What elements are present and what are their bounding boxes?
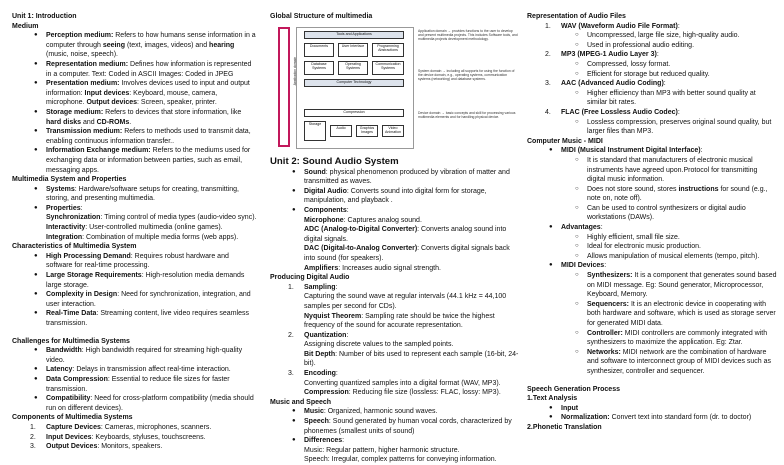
diagram-box-tools: Tools and Applications bbox=[304, 31, 404, 39]
global-structure-heading: Global Structure of multimedia bbox=[270, 13, 373, 20]
list-item: ● Properties: bbox=[12, 204, 257, 214]
list-subitem: Bit Depth: Number of bits used to represent each sample (16-bit, 24-bit). bbox=[304, 350, 519, 368]
list-subitem: Microphone: Captures analog sound. bbox=[304, 216, 422, 224]
list-item: ● Storage medium: Refers to devices that store information, like hard disks and CD-ROMs. bbox=[12, 108, 257, 127]
list-subitem: ○ Allows manipulation of musical elements (tempo, pitch). bbox=[527, 252, 777, 262]
diagram-note-system: System domain → including all supports for using the function of the device domain, e.g., operating systems, communication systems (networking) and database systems. bbox=[418, 68, 515, 81]
list-item: ● Components: bbox=[270, 206, 520, 216]
producing-audio-heading: Producing Digital Audio bbox=[270, 274, 350, 282]
list-subitem: Capturing the sound wave at regular intervals (44.1 kHz = 44,100 samples per second for CDs). bbox=[304, 293, 507, 310]
diagram-box-graphics: Graphics Images bbox=[356, 125, 378, 137]
numbered-item: 2. MP3 (MPEG-1 Audio Layer 3): bbox=[545, 51, 659, 59]
list-item: ● Large Storage Requirements: High-resolution media demands large storage. bbox=[12, 271, 257, 290]
list-subitem: Music: Regular pattern, higher harmonic structure. bbox=[304, 446, 460, 454]
list-subitem: Speech: Irregular, complex patterns for conveying information. bbox=[304, 456, 497, 464]
list-subitem: Amplifiers: Increases audio signal strength. bbox=[304, 264, 441, 272]
list-item: ● MIDI Devices: bbox=[527, 261, 777, 271]
list-subitem: ○ Sequencers: It is an electronic device in cooperating with both hardware and software, which is used as storage server for generated MIDI data. bbox=[527, 300, 777, 329]
list-item: ● Normalization: Convert text into standard form (dr. to doctor) bbox=[527, 413, 777, 423]
list-subitem: ○ Synthesizers: It is a component that generates sound based on MIDI message. Eg: Sound generator, Microprocessor, Keyboard, Memory. bbox=[527, 271, 777, 300]
diagram-box-computer-tech: Computer Technology bbox=[304, 79, 404, 87]
list-subitem: ○ Lossless compression, preserves original sound quality, but larger files than MP3. bbox=[527, 118, 777, 137]
diagram-box-video: Video Animation bbox=[382, 125, 404, 137]
list-item: ● Speech: Sound generated by human vocal cords, characterized by phonemes (smallest units of sound) bbox=[270, 417, 520, 436]
diagram-box-storage: Storage bbox=[304, 121, 326, 141]
list-subitem: Nyquist Theorem: Sampling rate should be twice the highest frequency of the sound for accurate representation. bbox=[304, 312, 495, 330]
medium-heading: Medium bbox=[12, 22, 39, 30]
characteristics-heading: Characteristics of Multimedia System bbox=[12, 243, 137, 251]
list-subitem: ○ Controller: MIDI controllers are commonly integrated with synthesizers to maximize the application. Eg: Ztar. bbox=[527, 329, 777, 348]
numbered-item: 2. Input Devices: Keyboards, styluses, touchscreens. bbox=[30, 433, 206, 441]
list-subitem: Synchronization: Timing control of media types (audio-video sync). bbox=[46, 214, 257, 222]
list-item: ● Compatibility: Need for cross-platform compatibility (media should run on different devices). bbox=[12, 394, 257, 413]
list-item: ● Representation medium: Defines how information is represented in a computer. Text: Coded in ASCII Images: Coded in JPEG bbox=[12, 60, 257, 79]
list-item: ● Music: Organized, harmonic sound waves. bbox=[270, 407, 520, 417]
list-subitem: ○ It is standard that manufacturers of electronic musical instruments have agreed upon.Protocol for transmitting digital music information. bbox=[527, 156, 777, 185]
list-subitem: ○ Uncompressed, large file size, high-quality audio. bbox=[527, 31, 777, 41]
numbered-item: 2. Quantization: bbox=[288, 331, 349, 339]
diagram-box-audio: Audio bbox=[330, 125, 352, 137]
list-subitem: ○ Highly efficient, small file size. bbox=[527, 233, 777, 243]
list-subitem: ○ Ideal for electronic music production. bbox=[527, 242, 777, 252]
list-item: ● MIDI (Musical Instrument Digital Interface): bbox=[527, 146, 777, 156]
column-2 bbox=[270, 12, 520, 465]
list-item: ● Perception medium: Refers to how humans sense information in a computer through seeing (text, images, videos) and hearing (music, noise, speech). bbox=[12, 31, 257, 60]
representation-heading: Representation of Audio Files bbox=[527, 13, 626, 20]
list-item: ● Differences: bbox=[270, 436, 520, 446]
challenges-heading: Challenges for Multimedia Systems bbox=[12, 337, 130, 345]
numbered-item: 1. Sampling: bbox=[288, 283, 338, 291]
list-subitem: ○ Efficient for storage but reduced quality. bbox=[527, 70, 777, 80]
list-item: ● Systems: Hardware/software setups for creating, transmitting, storing, and presenting multimedia. bbox=[12, 185, 257, 204]
speech-generation-heading: Speech Generation Process bbox=[527, 385, 620, 393]
list-subitem: DAC (Digital-to-Analog Converter): Converts digital signals back into sound (for speakers). bbox=[304, 245, 510, 262]
numbered-item: 3. Encoding: bbox=[288, 370, 338, 378]
numbered-item: 3. Output Devices: Monitors, speakers. bbox=[30, 443, 163, 451]
diagram-box-os: Operating Systems bbox=[338, 61, 368, 75]
list-item: ● Bandwidth: High bandwidth required for streaming high-quality video. bbox=[12, 346, 257, 365]
diagram-box-database: Database Systems bbox=[304, 61, 334, 75]
diagram-box-communication: Communication Systems bbox=[372, 61, 404, 75]
list-subitem: ADC (Analog-to-Digital Converter): Converts analog sound into digital signals. bbox=[304, 226, 507, 243]
list-subitem: ○ Higher efficiency than MP3 with better sound quality at similar bit rates. bbox=[527, 89, 777, 108]
list-item: ● Sound: physical phenomenon produced by vibration of matter and transmitted as waves. bbox=[270, 168, 520, 187]
numbered-item: 3. AAC (Advanced Audio Coding): bbox=[545, 80, 666, 88]
midi-heading: Computer Music - MIDI bbox=[527, 137, 603, 145]
diagram-box-compression: Compression bbox=[304, 109, 404, 117]
numbered-item: 4. FLAC (Free Lossless Audio Codec): bbox=[545, 108, 680, 116]
list-item: ● Input bbox=[527, 404, 777, 414]
list-item: ● Transmission medium: Refers to methods used to transmit data, enabling continuous information transfer.. bbox=[12, 127, 257, 146]
numbered-item: 1. Capture Devices: Cameras, microphones, scanners. bbox=[30, 423, 212, 431]
list-item: ● Advantages: bbox=[527, 223, 777, 233]
diagram-box-documents: Documents bbox=[304, 43, 334, 57]
global-structure-diagram bbox=[270, 25, 520, 150]
list-subitem: Converting quantized samples into a digital format (WAV, MP3). bbox=[304, 379, 501, 387]
diagram-box-programming: Programming Abstractions bbox=[372, 43, 404, 57]
list-subitem: ○ Compressed, lossy format. bbox=[527, 60, 777, 70]
mss-heading: Multimedia System and Properties bbox=[12, 176, 127, 184]
list-subitem: Integration: Combination of multiple media forms (web apps). bbox=[46, 233, 239, 241]
diagram-note-device: Device domain → basic concepts and skill for processing various multimedia elements and for handling physical device. bbox=[418, 110, 516, 119]
list-item: ● Real-Time Data: Streaming content, live video requires seamless transmission. bbox=[12, 309, 257, 328]
text-analysis-heading: 1.Text Analysis bbox=[527, 395, 578, 403]
list-item: ● High Processing Demand: Requires robust hardware and software for real-time processing. bbox=[12, 252, 257, 271]
numbered-item: 1. WAV (Waveform Audio File Format): bbox=[545, 22, 680, 30]
list-item: ● Latency: Delays in transmission affect real-time interaction. bbox=[12, 365, 257, 375]
unit1-title: Unit 1: Introduction bbox=[12, 13, 77, 20]
list-item: ● Information Exchange medium: Refers to the mediums used for exchanging data or information between parties, such as email, messaging apps. bbox=[12, 146, 257, 175]
unit2-title: Unit 2: Sound Audio System bbox=[270, 155, 399, 167]
list-item: ● Complexity in Design: Need for synchronization, integration, and user interaction. bbox=[12, 290, 257, 309]
list-subitem: Compression: Reducing file size (lossless: FLAC, lossy: MP3). bbox=[304, 389, 501, 397]
music-speech-heading: Music and Speech bbox=[270, 398, 332, 406]
column-1 bbox=[12, 12, 257, 452]
phonetic-translation-heading: 2.Phonetic Translation bbox=[527, 423, 602, 431]
components-heading: Components of Multimedia Systems bbox=[12, 414, 133, 422]
diagram-side-bar: Application domain bbox=[278, 27, 290, 147]
list-subitem: ○ Does not store sound, stores instructions for sound (e.g., note on, note off). bbox=[527, 185, 777, 204]
list-subitem: Assigning discrete values to the sampled points. bbox=[304, 341, 454, 349]
list-subitem: ○ Networks: MIDI network are the combination of hardware and software to interconnect group of MIDI devices such as synthesizer, controller and sequencer. bbox=[527, 348, 777, 377]
list-item: ● Digital Audio: Converts sound into digital form for storage, manipulation, and playback . bbox=[270, 187, 520, 206]
list-subitem: ○ Used in professional audio editing. bbox=[527, 41, 777, 51]
diagram-note-application: Application domain → provides functions to the user to develop and present multimedia projects. This includes Software tools, and multimedia projects development methodology. bbox=[418, 28, 518, 41]
list-item: ● Data Compression: Essential to reduce file sizes for faster transmission. bbox=[12, 375, 257, 394]
list-subitem: ○ Can be used to control synthesizers or digital audio workstations (DAWs). bbox=[527, 204, 777, 223]
list-subitem: Interactivity: User-controlled multimedia (online games). bbox=[46, 224, 223, 232]
column-3 bbox=[527, 12, 777, 433]
list-item: ● Presentation medium: Involves devices used to input and output information: Input devices: Keyboard, mouse, camera, microphone. Output devices: Screen, speaker, printer. bbox=[12, 79, 257, 108]
diagram-box-ui: User Interface bbox=[338, 43, 368, 57]
